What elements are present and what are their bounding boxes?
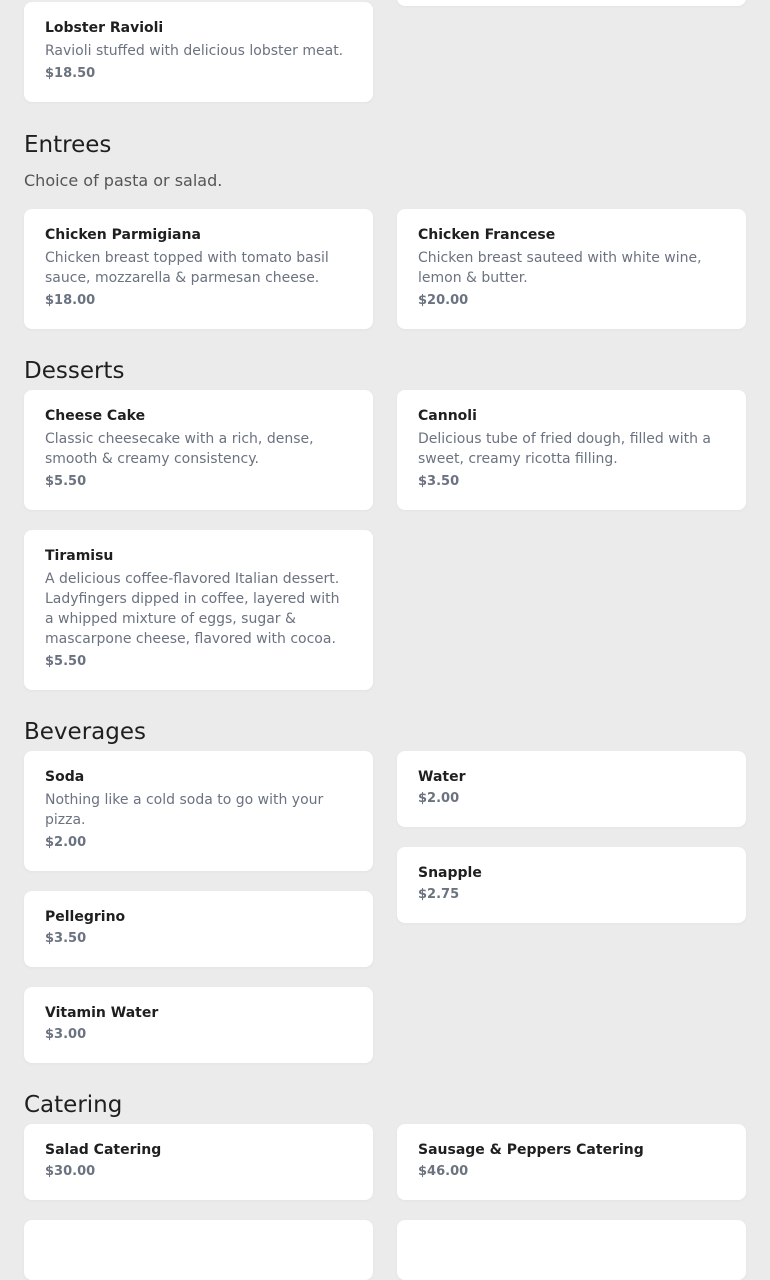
menu-item-description: Chicken breast topped with tomato basil sauce, mozzarella & parmesan cheese. <box>45 250 329 286</box>
menu-item-description: Classic cheesecake with a rich, dense, smooth & creamy consistency. <box>45 431 314 467</box>
section-title-beverages: Beverages <box>24 719 146 745</box>
menu-item-price: $46.00 <box>418 1164 469 1179</box>
menu-item-name: Snapple <box>418 865 482 881</box>
menu-item-card[interactable] <box>24 1220 373 1280</box>
section-title-desserts: Desserts <box>24 358 125 384</box>
menu-item-name: Cannoli <box>418 408 477 424</box>
menu-item-price: $30.00 <box>45 1164 96 1179</box>
menu-item-description: Ravioli stuffed with delicious lobster meat. <box>45 43 344 59</box>
menu-item-card[interactable] <box>24 530 373 690</box>
menu-item-name: Salad Catering <box>45 1142 162 1158</box>
menu-item-name: Chicken Parmigiana <box>45 227 201 243</box>
menu-item-name: Soda <box>45 769 85 785</box>
menu-item-price: $3.50 <box>45 931 87 946</box>
menu-item-card[interactable] <box>397 1220 746 1280</box>
menu-item-card[interactable] <box>24 390 373 510</box>
menu-item-price: $2.00 <box>418 791 460 806</box>
menu-item-card[interactable] <box>397 1124 746 1200</box>
menu-item-name: Sausage & Peppers Catering <box>418 1142 644 1158</box>
menu-item-price: $2.75 <box>418 887 460 902</box>
menu-item-price: $2.00 <box>45 835 87 850</box>
menu-item-card[interactable] <box>397 0 746 6</box>
section-title-catering: Catering <box>24 1092 123 1118</box>
menu-item-name: Pellegrino <box>45 909 126 925</box>
menu-item-price: $3.00 <box>45 1027 87 1042</box>
menu-item-description: Nothing like a cold soda to go with your pizza. <box>45 792 324 828</box>
menu-item-name: Cheese Cake <box>45 408 146 424</box>
menu-item-card[interactable] <box>24 1124 373 1200</box>
menu-item-card[interactable] <box>24 209 373 329</box>
menu-item-description: Delicious tube of fried dough, filled with a sweet, creamy ricotta filling. <box>418 431 711 467</box>
menu-item-price: $20.00 <box>418 293 469 308</box>
menu-item-price: $3.50 <box>418 474 460 489</box>
menu-item-card[interactable] <box>24 891 373 967</box>
menu-item-card[interactable] <box>24 2 373 102</box>
menu-item-price: $18.00 <box>45 293 96 308</box>
menu-item-card[interactable] <box>397 847 746 923</box>
menu-item-price: $5.50 <box>45 474 87 489</box>
menu-item-price: $5.50 <box>45 654 87 669</box>
menu-item-price: $18.50 <box>45 66 96 81</box>
section-title-entrees: Entrees <box>24 132 112 158</box>
menu-item-name: Chicken Francese <box>418 227 556 243</box>
menu-item-name: Vitamin Water <box>45 1005 159 1021</box>
menu-item-name: Water <box>418 769 466 785</box>
menu-item-card[interactable] <box>24 987 373 1063</box>
menu-item-name: Tiramisu <box>45 548 114 564</box>
menu-item-card[interactable] <box>397 390 746 510</box>
section-subtitle-entrees: Choice of pasta or salad. <box>24 171 223 190</box>
menu-item-card[interactable] <box>397 751 746 827</box>
menu-item-description: A delicious coffee-flavored Italian dessert. Ladyfingers dipped in coffee, layered with a whipped mixture of eggs, sugar & mascarpone cheese, flavored with cocoa. <box>45 571 340 647</box>
menu-item-card[interactable] <box>24 751 373 871</box>
menu-item-name: Lobster Ravioli <box>45 20 164 36</box>
menu-item-card[interactable] <box>397 209 746 329</box>
menu-item-description: Chicken breast sauteed with white wine, lemon & butter. <box>418 250 702 286</box>
